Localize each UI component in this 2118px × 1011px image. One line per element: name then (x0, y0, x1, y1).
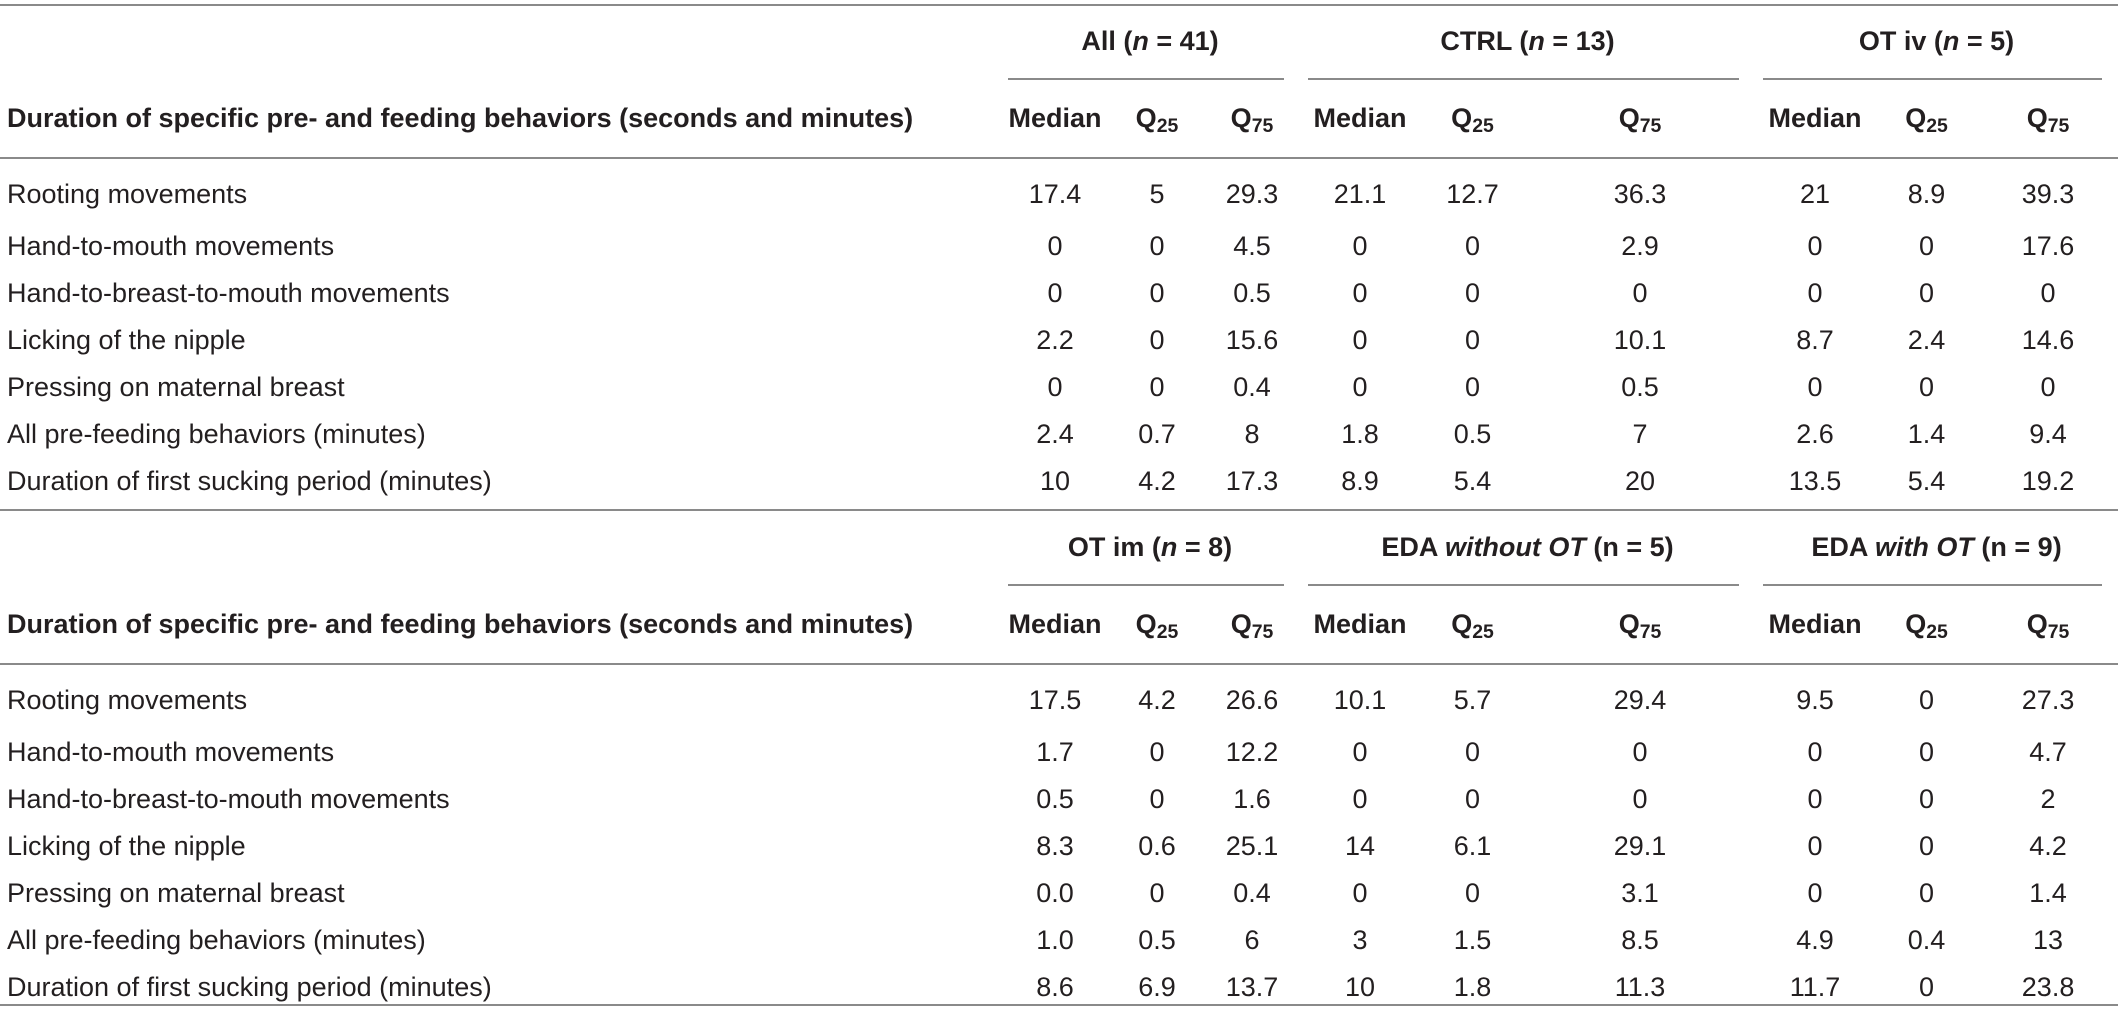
group-italic-part: with OT (1874, 531, 1974, 562)
group-header-text (1381, 532, 1673, 565)
table-cell: 29.4 (1613, 684, 1667, 715)
table-cell: 8.6 (1036, 972, 1074, 1002)
table-cell: 10.1 (1613, 325, 1667, 355)
table-cell: 12.2 (1225, 737, 1279, 767)
table-cell: 17.4 (1028, 178, 1082, 209)
q75-header-subscript: 75 (1251, 114, 1274, 137)
table-cell: 0 (1919, 784, 1935, 814)
table-cell: 6.1 (1453, 831, 1492, 861)
table-cell: 0 (1807, 878, 1823, 908)
table-cell: 0 (1632, 784, 1648, 814)
q75-header-subscript: 75 (1251, 620, 1274, 643)
q25-header-subscript: 25 (1926, 114, 1948, 137)
table-cell: 11.7 (1789, 972, 1841, 1002)
group-header (1755, 4, 2118, 80)
group-header-text (1068, 532, 1232, 565)
row-label-header: Duration of specific pre- and feeding behaviors (seconds and minutes) (0, 586, 1000, 664)
table-cell: 0 (1919, 972, 1935, 1002)
table-cell: 19.2 (2021, 466, 2075, 496)
q75-header (1204, 80, 1300, 158)
table-cell: 0 (1807, 737, 1823, 767)
table-cell: 0.5 (1621, 372, 1659, 402)
table-cell: 4.2 (1138, 684, 1176, 715)
table-cell: 0 (1464, 325, 1481, 355)
group-header (1300, 4, 1755, 80)
q75-header (1525, 80, 1755, 158)
q25-header-subscript: 25 (1926, 620, 1948, 643)
table-cell: 1.7 (1036, 737, 1074, 767)
row-label: Pressing on maternal breast (7, 372, 345, 402)
table-cell: 0 (1149, 278, 1165, 308)
table-cell: 7 (1632, 419, 1648, 449)
table-cell: 4.2 (2029, 831, 2067, 861)
row-label: Duration of first sucking period (minutes) (7, 466, 492, 496)
table-cell: 13.5 (1788, 466, 1842, 496)
table-cell: 10 (1039, 466, 1071, 496)
table-cell: 26.6 (1225, 684, 1279, 715)
table-cell: 1.0 (1036, 925, 1074, 955)
group-count: (n = 9) (1973, 531, 2062, 562)
group-name: EDA (1811, 531, 1875, 562)
q75-header-base: Q (1230, 609, 1252, 639)
row-label-header: Duration of specific pre- and feeding behaviors (seconds and minutes) (0, 80, 1000, 158)
row-label: Hand-to-breast-to-mouth movements (7, 278, 450, 308)
q25-header (1110, 586, 1204, 664)
table-cell: 0 (1807, 231, 1823, 261)
row-label: Duration of first sucking period (minutes) (7, 972, 492, 1002)
table-cell: 0 (1464, 278, 1481, 308)
row-label: All pre-feeding behaviors (minutes) (7, 925, 426, 955)
q25-header-subscript: 25 (1156, 620, 1179, 643)
q25-header (1420, 80, 1525, 158)
table-cell: 0 (1149, 737, 1165, 767)
table-cell: 0.6 (1138, 831, 1176, 861)
q75-header-base: Q (2026, 609, 2048, 639)
table-cell: 6.9 (1138, 972, 1176, 1002)
table-cell: 23.8 (2021, 972, 2075, 1002)
table-row (0, 158, 2118, 223)
table-cell: 0.5 (1453, 419, 1492, 449)
table-cell: 0 (1352, 231, 1368, 261)
table-row (0, 270, 2118, 317)
table-cell: 2.6 (1796, 419, 1834, 449)
q75-header-subscript: 75 (1639, 114, 1662, 137)
q75-header (1525, 586, 1755, 664)
q75-header (1978, 80, 2118, 158)
group-header (1000, 510, 1300, 586)
q25-header-base: Q (1135, 609, 1157, 639)
table-cell: 10 (1345, 972, 1376, 1002)
table-cell: 0 (2040, 278, 2056, 308)
group-header (1300, 510, 1755, 586)
q75-header-base: Q (2026, 103, 2048, 133)
table-cell: 25.1 (1225, 831, 1279, 861)
table-cell: 0 (1919, 878, 1935, 908)
table-row (0, 729, 2118, 776)
table-cell: 36.3 (1613, 178, 1667, 209)
table-cell: 2.4 (1036, 419, 1074, 449)
table-cell: 8.5 (1621, 925, 1659, 955)
table-cell: 13.7 (1225, 972, 1279, 1002)
table-block-1 (0, 4, 2118, 505)
table-cell: 0.0 (1036, 878, 1074, 908)
table-cell: 0 (1807, 372, 1823, 402)
table-cell: 3.1 (1621, 878, 1659, 908)
table-cell: 1.8 (1453, 972, 1492, 1002)
table-row (0, 317, 2118, 364)
group-italic-part: n (1528, 25, 1545, 56)
table-cell: 0 (1352, 878, 1368, 908)
q25-header (1875, 586, 1978, 664)
table-row (0, 458, 2118, 505)
column-header-row (0, 80, 2118, 158)
table-cell: 0 (1149, 878, 1165, 908)
group-header-row (0, 510, 2118, 586)
group-italic-part: n (1160, 531, 1178, 562)
row-label: Licking of the nipple (7, 325, 246, 355)
group-count: = 13) (1544, 25, 1615, 56)
q25-header-base: Q (1905, 609, 1927, 639)
group-header-row (0, 4, 2118, 80)
table-cell: 0 (1465, 737, 1481, 767)
row-label: Hand-to-breast-to-mouth movements (7, 784, 450, 814)
table-cell: 3 (1352, 925, 1368, 955)
column-header-row (0, 586, 2118, 664)
row-label: All pre-feeding behaviors (minutes) (7, 419, 426, 449)
table-cell: 9.4 (2029, 419, 2067, 449)
table-cell: 0 (1632, 737, 1648, 767)
table-cell: 2.9 (1621, 231, 1659, 261)
group-name: OT im ( (1067, 531, 1161, 562)
q75-header-subscript: 75 (2047, 620, 2070, 643)
table-row (0, 823, 2118, 870)
table-cell: 0 (1919, 737, 1935, 767)
group-header-text (1081, 26, 1218, 59)
median-header: Median (1755, 586, 1875, 664)
table-row (0, 964, 2118, 1011)
row-label: Hand-to-mouth movements (7, 231, 335, 261)
table-cell: 0 (1352, 737, 1368, 767)
table-cell: 11.3 (1614, 972, 1666, 1002)
table-cell: 0 (1149, 325, 1165, 355)
table-cell: 1.8 (1341, 419, 1379, 449)
table-cell: 0.4 (1233, 372, 1271, 402)
group-count: = 8) (1177, 531, 1233, 562)
q25-header-base: Q (1451, 103, 1473, 133)
table-cell: 0 (1465, 784, 1481, 814)
table-cell: 20 (1624, 466, 1656, 496)
q25-header-base: Q (1905, 103, 1927, 133)
table-cell: 0 (1352, 278, 1368, 308)
table-cell: 29.1 (1613, 831, 1667, 861)
table-cell: 2.4 (1907, 325, 1946, 355)
table-cell: 14.6 (2021, 325, 2075, 355)
row-label: Rooting movements (7, 684, 248, 715)
table-cell: 27.3 (2021, 684, 2075, 715)
group-header-text (1859, 26, 2014, 59)
q25-header-subscript: 25 (1472, 114, 1494, 137)
group-count: = 41) (1148, 25, 1219, 56)
table-cell: 5.4 (1453, 466, 1492, 496)
table-cell: 0 (1807, 831, 1823, 861)
row-label: Licking of the nipple (7, 831, 246, 861)
table-cell: 0 (1464, 231, 1481, 261)
group-italic-part: n (1132, 25, 1149, 56)
table-cell: 4.9 (1796, 925, 1834, 955)
table-cell: 21 (1799, 178, 1831, 209)
table-cell: 0.5 (1036, 784, 1074, 814)
table-cell: 0 (1919, 831, 1935, 861)
q25-header (1875, 80, 1978, 158)
group-header (1755, 510, 2118, 586)
median-header: Median (1300, 80, 1420, 158)
group-name: EDA (1381, 531, 1445, 562)
q25-header-base: Q (1451, 609, 1473, 639)
table-row (0, 411, 2118, 458)
table-cell: 15.6 (1225, 325, 1279, 355)
table-cell: 0.4 (1233, 878, 1271, 908)
table-cell: 4.5 (1233, 231, 1271, 261)
q75-header (1978, 586, 2118, 664)
table-cell: 0 (1352, 784, 1368, 814)
row-label: Rooting movements (7, 178, 248, 209)
table-cell: 0 (1919, 372, 1935, 402)
group-italic-part: n (1942, 25, 1960, 56)
table-cell: 0 (1464, 372, 1481, 402)
q75-header-subscript: 75 (1639, 620, 1662, 643)
table-cell: 6 (1244, 925, 1260, 955)
table-cell: 5.7 (1453, 684, 1492, 715)
table-cell: 1.5 (1453, 925, 1492, 955)
median-header: Median (1755, 80, 1875, 158)
table-cell: 4.2 (1138, 466, 1176, 496)
table-cell: 8.9 (1907, 178, 1946, 209)
table-cell: 29.3 (1225, 178, 1279, 209)
q75-header-subscript: 75 (2047, 114, 2070, 137)
table-cell: 0 (1465, 878, 1481, 908)
group-count: = 5) (1959, 25, 2015, 56)
table-cell: 0 (1807, 278, 1823, 308)
table-row (0, 917, 2118, 964)
table-cell: 0.5 (1138, 925, 1176, 955)
table-cell: 21.1 (1333, 178, 1387, 209)
table-cell: 0 (1149, 372, 1165, 402)
median-header: Median (1000, 80, 1110, 158)
table-block-2 (0, 510, 2118, 1011)
table-cell: 0 (1919, 278, 1935, 308)
q25-header-base: Q (1135, 103, 1157, 133)
table-cell: 5.4 (1907, 466, 1946, 496)
group-header-text (1440, 26, 1614, 59)
q25-header-subscript: 25 (1472, 620, 1494, 643)
group-header (1000, 4, 1300, 80)
table-cell: 0 (1149, 784, 1165, 814)
table-cell: 0 (1352, 325, 1368, 355)
table-cell: 2 (2040, 784, 2056, 814)
table-cell: 13 (2033, 925, 2064, 955)
q75-header (1204, 586, 1300, 664)
table-cell: 2.2 (1036, 325, 1074, 355)
q25-header-subscript: 25 (1156, 114, 1179, 137)
table-cell: 1.6 (1233, 784, 1271, 814)
table-cell: 0 (1632, 278, 1648, 308)
table-row (0, 870, 2118, 917)
group-italic-part: without OT (1444, 531, 1586, 562)
table-row (0, 664, 2118, 729)
table-cell: 8.7 (1796, 325, 1834, 355)
table-cell: 0 (1919, 231, 1935, 261)
row-label: Pressing on maternal breast (7, 878, 345, 908)
table-cell: 0 (1047, 372, 1063, 402)
table-cell: 17.5 (1028, 684, 1082, 715)
group-name: CTRL ( (1440, 25, 1529, 56)
table-cell: 5 (1149, 178, 1165, 209)
table-cell: 1.4 (2029, 878, 2067, 908)
table-cell: 0 (2040, 372, 2056, 402)
table-cell: 39.3 (2021, 178, 2075, 209)
table-row (0, 364, 2118, 411)
table-cell: 0 (1047, 231, 1063, 261)
table-cell: 0.5 (1233, 278, 1271, 308)
table-cell: 10.1 (1333, 684, 1387, 715)
table-cell: 9.5 (1796, 684, 1834, 715)
table-cell: 8.9 (1341, 466, 1379, 496)
table-cell: 0 (1919, 684, 1935, 715)
table-cell: 8 (1244, 419, 1260, 449)
row-label: Hand-to-mouth movements (7, 737, 335, 767)
q75-header-base: Q (1618, 609, 1640, 639)
group-count: (n = 5) (1585, 531, 1674, 562)
table-cell: 0.7 (1138, 419, 1176, 449)
table-row (0, 776, 2118, 823)
group-name: All ( (1081, 25, 1133, 56)
table-row (0, 223, 2118, 270)
table-cell: 17.6 (2021, 231, 2075, 261)
median-header: Median (1300, 586, 1420, 664)
group-name: OT iv ( (1858, 25, 1943, 56)
table-cell: 4.7 (2029, 737, 2067, 767)
table-cell: 0.4 (1907, 925, 1946, 955)
q75-header-base: Q (1230, 103, 1252, 133)
q25-header (1110, 80, 1204, 158)
table-cell: 12.7 (1446, 178, 1499, 209)
table-cell: 0 (1807, 784, 1823, 814)
table-cell: 8.3 (1036, 831, 1074, 861)
table-cell: 0 (1047, 278, 1063, 308)
group-header-text (1811, 532, 2061, 565)
q25-header (1420, 586, 1525, 664)
table-cell: 0 (1149, 231, 1165, 261)
table-cell: 1.4 (1907, 419, 1946, 449)
table-cell: 0 (1352, 372, 1368, 402)
table-cell: 14 (1345, 831, 1376, 861)
q75-header-base: Q (1618, 103, 1640, 133)
median-header: Median (1000, 586, 1110, 664)
table-cell: 17.3 (1225, 466, 1279, 496)
